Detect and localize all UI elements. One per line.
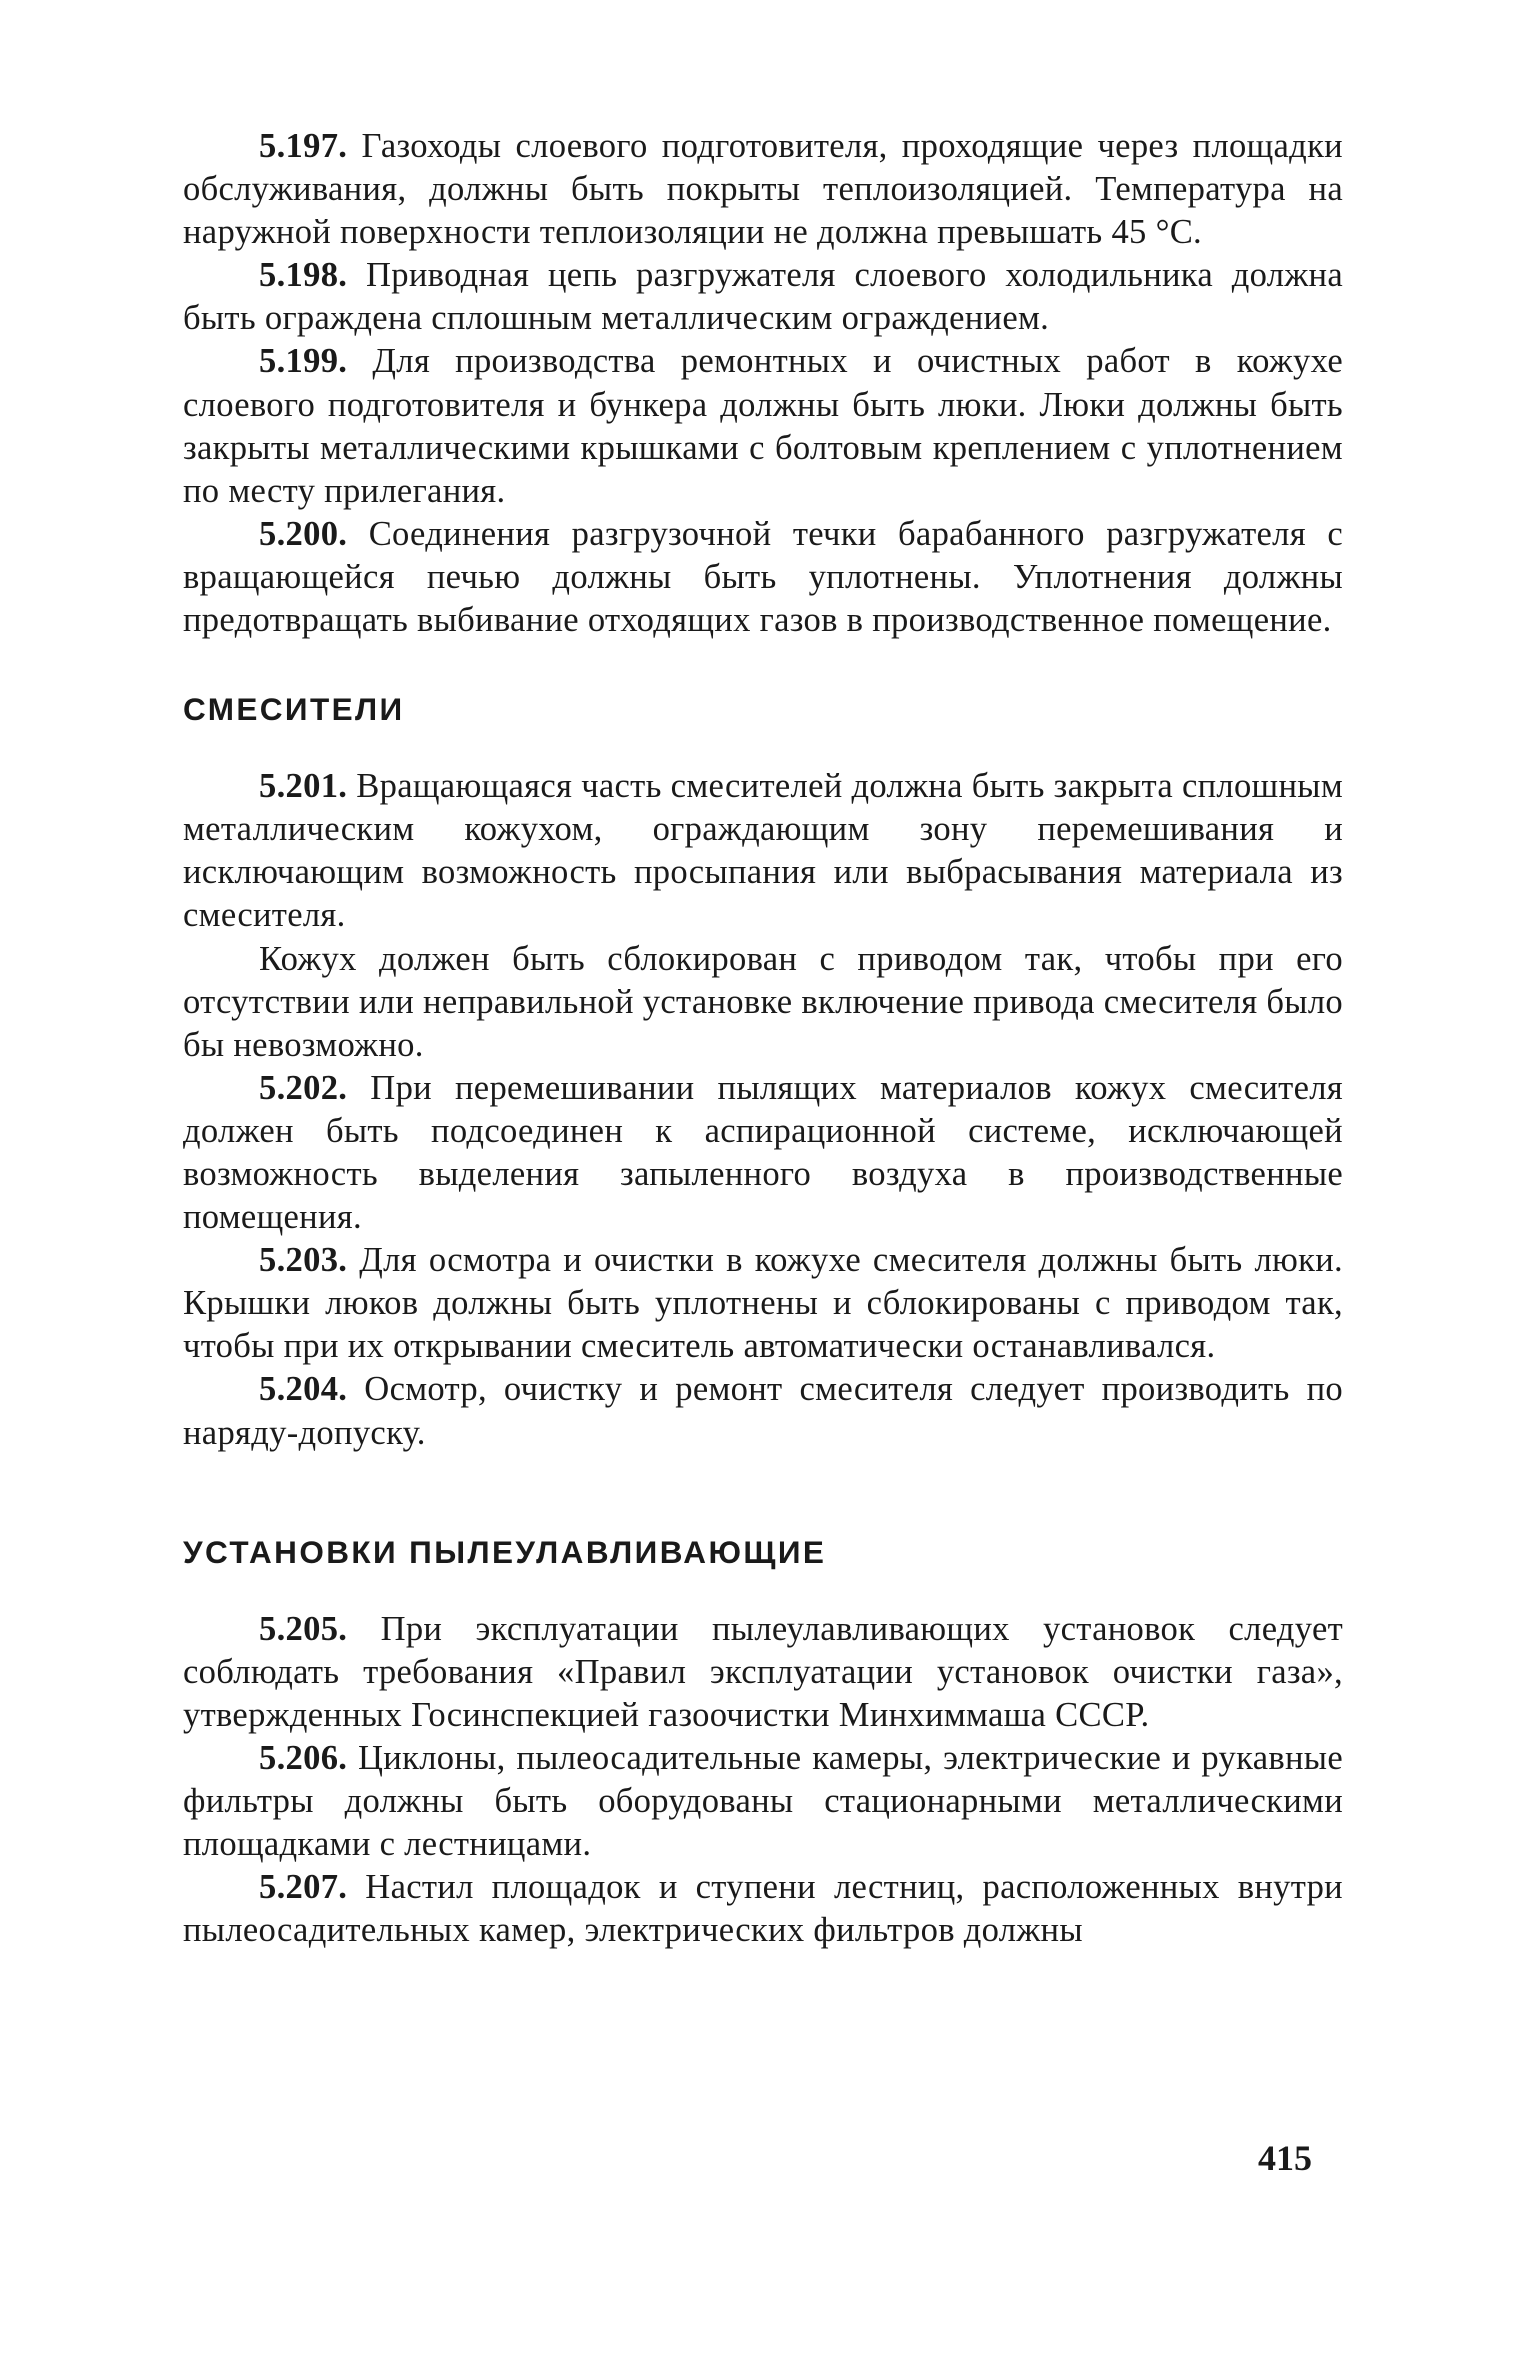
clause-number: 5.200. (259, 514, 348, 553)
clause-text: Приводная цепь разгружателя слоевого холодильника должна быть ограждена сплошным металлическим ограждением. (183, 256, 1343, 338)
section-heading-dust-collectors: УСТАНОВКИ ПЫЛЕУЛАВЛИВАЮЩИЕ (183, 1533, 827, 1570)
clause-number: 5.203. (259, 1241, 348, 1280)
clause-text: При перемешивании пылящих материалов кожух смесителя должен быть подсоединен к аспирационной системе, исключающей возможность выделения запыленного воздуха в производственные помещения. (183, 1068, 1343, 1237)
clause-number: 5.198. (259, 256, 348, 295)
clause-number: 5.201. (259, 767, 348, 806)
clause-number: 5.206. (259, 1738, 348, 1777)
paragraph-5-201 (183, 765, 1343, 937)
clause-text: Циклоны, пылеосадительные камеры, электрические и рукавные фильтры должны быть оборудованы стационарными металлическими площадками с лестницами. (183, 1738, 1343, 1864)
document-page (183, 125, 1343, 1952)
paragraph-5-207 (183, 1866, 1343, 1952)
clause-text: Для осмотра и очистки в кожухе смесителя должны быть люки. Крышки люков должны быть уплотнены и сблокированы с приводом так, чтобы при их открывании смеситель автоматически останавливался. (183, 1241, 1343, 1366)
paragraph-5-204 (183, 1368, 1343, 1454)
clause-number: 5.205. (259, 1609, 348, 1648)
section-heading-mixers: СМЕСИТЕЛИ (183, 691, 405, 728)
paragraph-5-203 (183, 1239, 1343, 1368)
paragraph-5-198 (183, 254, 1343, 340)
clause-number: 5.204. (259, 1370, 348, 1409)
clause-text: При эксплуатации пылеулавливающих установок следует соблюдать требования «Правил эксплуатации установок очистки газа», утвержденных Госинспекцией газоочистки Минхиммаша СССР. (183, 1609, 1344, 1734)
paragraph-5-200 (183, 513, 1343, 642)
paragraph-5-201-continued (183, 938, 1343, 1067)
clause-text: Для производства ремонтных и очистных работ в кожухе слоевого подготовителя и бункера должны быть люки. Люки должны быть закрыты металлическими крышками с болтовым креплением с уплотнением по месту прилегания. (183, 342, 1343, 510)
clause-text: Осмотр, очистку и ремонт смесителя следует производить по наряду-допуску. (183, 1370, 1343, 1452)
paragraph-5-205 (183, 1608, 1343, 1737)
page-number: 415 (1258, 2138, 1312, 2178)
clause-text: Газоходы слоевого подготовителя, проходящие через площадки обслуживания, должны быть покрыты теплоизоляцией. Температура на наружной поверхности теплоизоляции не должна превышать 45 °С. (183, 127, 1343, 252)
clause-number: 5.207. (259, 1868, 348, 1907)
clause-number: 5.197. (259, 127, 348, 165)
clause-text: Соединения разгрузочной течки барабанного разгружателя с вращающейся печью должны быть уплотнены. Уплотнения должны предотвращать выбивание отходящих газов в производственное помещение. (183, 514, 1343, 640)
paragraph-5-197 (183, 125, 1343, 254)
clause-text: Вращающаяся часть смесителей должна быть закрыта сплошным металлическим кожухом, ограждающим зону перемешивания и исключающим возможность просыпания или выбрасывания материала из смесителя. (183, 767, 1344, 935)
clause-text: Кожух должен быть сблокирован с приводом так, чтобы при его отсутствии или неправильной установке включение привода смесителя было бы невозможно. (183, 939, 1343, 1064)
clause-number: 5.202. (259, 1068, 348, 1107)
paragraph-5-199 (183, 340, 1343, 512)
paragraph-5-202 (183, 1067, 1343, 1239)
paragraph-5-206 (183, 1737, 1343, 1866)
clause-number: 5.199. (259, 342, 348, 381)
clause-text: Настил площадок и ступени лестниц, расположенных внутри пылеосадительных камер, электрических фильтров должны (183, 1868, 1343, 1950)
